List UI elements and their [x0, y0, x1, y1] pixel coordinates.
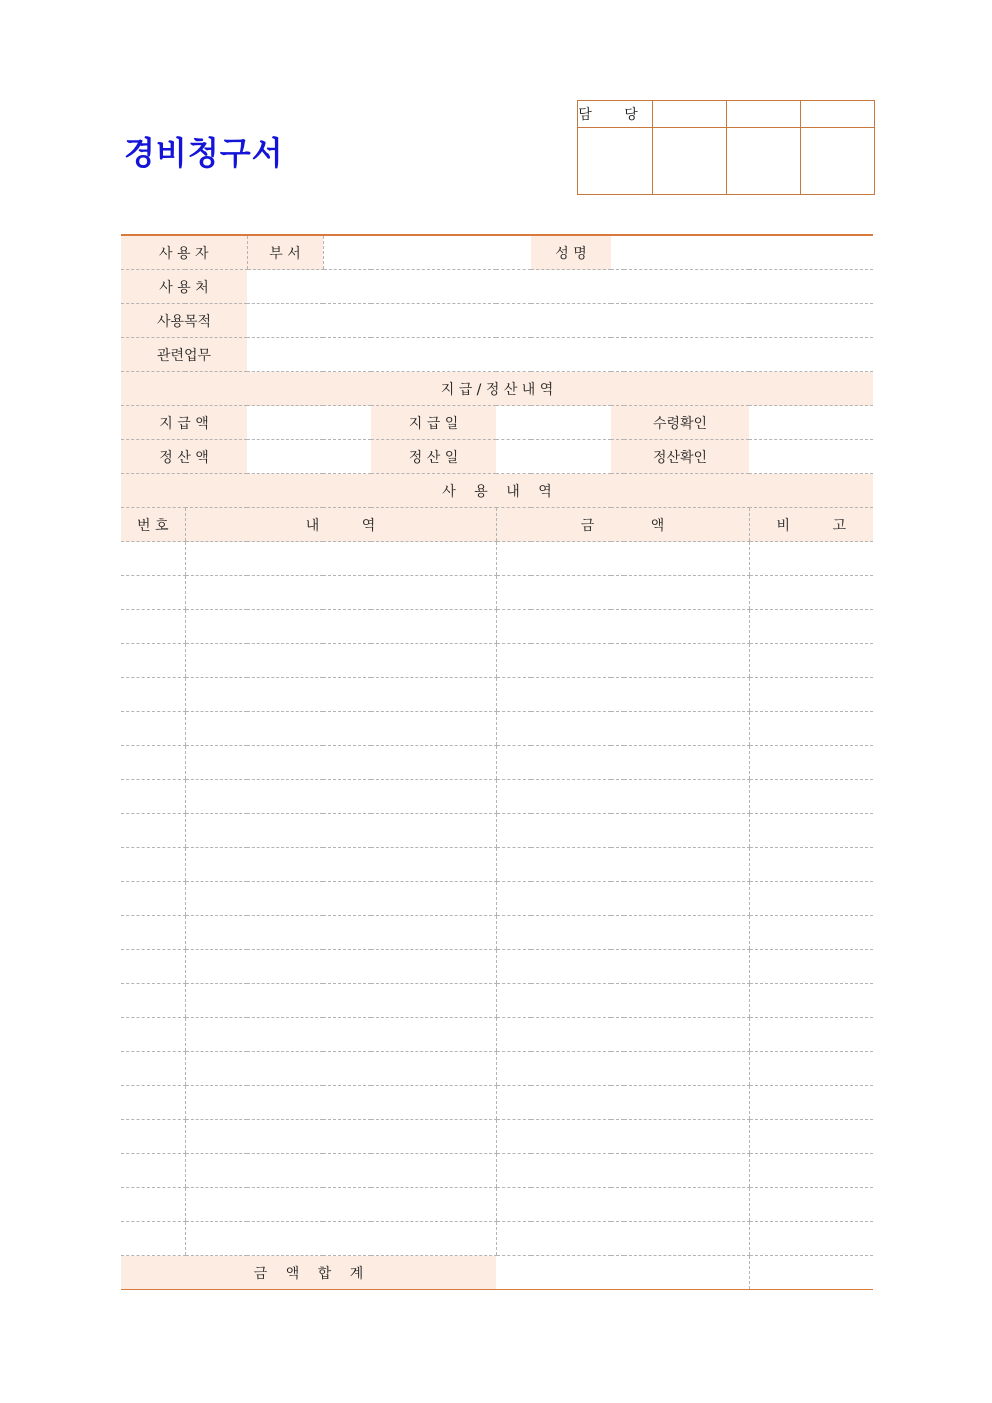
approval-sign-cell[interactable] [727, 128, 801, 195]
total-label: 금 액 합 계 [121, 1256, 496, 1290]
dept-label: 부 서 [247, 235, 323, 270]
usage-amount-cell[interactable] [496, 780, 749, 814]
usage-detail-cell[interactable] [185, 576, 496, 610]
usage-amount-cell[interactable] [496, 644, 749, 678]
usage-section-title: 사 용 내 역 [121, 474, 873, 508]
usage-detail-cell[interactable] [185, 780, 496, 814]
usage-note-cell[interactable] [749, 916, 873, 950]
usage-amount-cell[interactable] [496, 1154, 749, 1188]
usage-no-cell[interactable] [121, 1222, 185, 1256]
receipt-confirm-input[interactable] [749, 406, 873, 440]
name-input[interactable] [611, 235, 873, 270]
usage-note-cell[interactable] [749, 712, 873, 746]
usage-row [121, 1086, 873, 1120]
usage-no-cell[interactable] [121, 1188, 185, 1222]
purpose-input[interactable] [247, 304, 873, 338]
usage-note-cell[interactable] [749, 644, 873, 678]
usage-row [121, 780, 873, 814]
approval-sign-cell[interactable] [578, 128, 653, 195]
usage-note-cell[interactable] [749, 1154, 873, 1188]
usage-row [121, 882, 873, 916]
place-input[interactable] [247, 270, 873, 304]
usage-no-cell[interactable] [121, 712, 185, 746]
usage-note-cell[interactable] [749, 678, 873, 712]
usage-note-cell[interactable] [749, 610, 873, 644]
usage-detail-cell[interactable] [185, 1120, 496, 1154]
usage-detail-cell[interactable] [185, 882, 496, 916]
usage-detail-cell[interactable] [185, 610, 496, 644]
usage-note-cell[interactable] [749, 950, 873, 984]
usage-detail-cell[interactable] [185, 848, 496, 882]
usage-row [121, 848, 873, 882]
usage-no-cell[interactable] [121, 678, 185, 712]
usage-note-cell[interactable] [749, 984, 873, 1018]
usage-note-cell[interactable] [749, 814, 873, 848]
usage-row [121, 814, 873, 848]
usage-amount-cell[interactable] [496, 848, 749, 882]
usage-row [121, 1120, 873, 1154]
usage-no-cell[interactable] [121, 814, 185, 848]
usage-note-cell[interactable] [749, 780, 873, 814]
usage-row [121, 610, 873, 644]
related-work-label: 관련업무 [121, 338, 247, 372]
usage-detail-cell[interactable] [185, 1086, 496, 1120]
pay-amount-label: 지 급 액 [121, 406, 247, 440]
settle-date-input[interactable] [496, 440, 611, 474]
usage-amount-cell[interactable] [496, 1188, 749, 1222]
settle-amount-input[interactable] [247, 440, 371, 474]
usage-amount-cell[interactable] [496, 576, 749, 610]
usage-amount-cell[interactable] [496, 1222, 749, 1256]
usage-no-cell[interactable] [121, 1120, 185, 1154]
settle-date-label: 정 산 일 [371, 440, 496, 474]
usage-no-cell[interactable] [121, 984, 185, 1018]
usage-amount-cell[interactable] [496, 950, 749, 984]
usage-detail-cell[interactable] [185, 1154, 496, 1188]
usage-amount-cell[interactable] [496, 1086, 749, 1120]
usage-amount-cell[interactable] [496, 814, 749, 848]
usage-detail-cell[interactable] [185, 1052, 496, 1086]
usage-note-cell[interactable] [749, 848, 873, 882]
usage-amount-cell[interactable] [496, 678, 749, 712]
usage-amount-cell[interactable] [496, 984, 749, 1018]
usage-row [121, 542, 873, 576]
purpose-label: 사용목적 [121, 304, 247, 338]
approval-cell[interactable] [727, 101, 801, 128]
pay-date-label: 지 급 일 [371, 406, 496, 440]
usage-row [121, 950, 873, 984]
usage-amount-cell[interactable] [496, 1018, 749, 1052]
usage-detail-cell[interactable] [185, 916, 496, 950]
place-label: 사 용 처 [121, 270, 247, 304]
usage-no-cell[interactable] [121, 780, 185, 814]
usage-detail-cell[interactable] [185, 644, 496, 678]
col-header-amount: 금 액 [496, 508, 749, 542]
col-header-note: 비 고 [749, 508, 873, 542]
usage-note-cell[interactable] [749, 1188, 873, 1222]
usage-note-cell[interactable] [749, 1120, 873, 1154]
usage-note-cell[interactable] [749, 882, 873, 916]
approval-sign-cell[interactable] [801, 128, 875, 195]
usage-amount-cell[interactable] [496, 542, 749, 576]
usage-note-cell[interactable] [749, 542, 873, 576]
usage-detail-cell[interactable] [185, 1018, 496, 1052]
usage-detail-cell[interactable] [185, 950, 496, 984]
usage-detail-cell[interactable] [185, 746, 496, 780]
related-work-input[interactable] [247, 338, 873, 372]
usage-note-cell[interactable] [749, 1222, 873, 1256]
approval-box [577, 100, 875, 195]
usage-detail-cell[interactable] [185, 814, 496, 848]
usage-row [121, 984, 873, 1018]
usage-detail-cell[interactable] [185, 1188, 496, 1222]
usage-no-cell[interactable] [121, 848, 185, 882]
usage-row [121, 678, 873, 712]
usage-row [121, 576, 873, 610]
usage-row [121, 644, 873, 678]
usage-no-cell[interactable] [121, 1086, 185, 1120]
total-amount-input[interactable] [496, 1256, 749, 1290]
usage-note-cell[interactable] [749, 746, 873, 780]
settle-amount-label: 정 산 액 [121, 440, 247, 474]
usage-row [121, 1018, 873, 1052]
user-label: 사 용 자 [121, 235, 247, 270]
settle-confirm-label: 정산확인 [611, 440, 749, 474]
total-note-input[interactable] [749, 1256, 873, 1290]
pay-date-input[interactable] [496, 406, 611, 440]
payment-section-title: 지 급 / 정 산 내 역 [121, 372, 873, 406]
col-header-detail: 내 역 [185, 508, 496, 542]
approval-label: 담 당 [578, 101, 653, 128]
usage-detail-cell[interactable] [185, 542, 496, 576]
usage-detail-cell[interactable] [185, 712, 496, 746]
settle-confirm-input[interactable] [749, 440, 873, 474]
usage-no-cell[interactable] [121, 610, 185, 644]
usage-no-cell[interactable] [121, 882, 185, 916]
usage-amount-cell[interactable] [496, 746, 749, 780]
usage-amount-cell[interactable] [496, 916, 749, 950]
usage-note-cell[interactable] [749, 1052, 873, 1086]
usage-no-cell[interactable] [121, 542, 185, 576]
dept-input[interactable] [323, 235, 531, 270]
usage-note-cell[interactable] [749, 576, 873, 610]
usage-detail-cell[interactable] [185, 1222, 496, 1256]
usage-no-cell[interactable] [121, 1018, 185, 1052]
usage-no-cell[interactable] [121, 950, 185, 984]
document-title: 경비청구서 [124, 134, 284, 172]
usage-row [121, 712, 873, 746]
usage-no-cell[interactable] [121, 1154, 185, 1188]
usage-no-cell[interactable] [121, 644, 185, 678]
usage-amount-cell[interactable] [496, 882, 749, 916]
usage-amount-cell[interactable] [496, 1052, 749, 1086]
usage-row [121, 916, 873, 950]
usage-no-cell[interactable] [121, 1052, 185, 1086]
usage-row [121, 1188, 873, 1222]
usage-amount-cell[interactable] [496, 712, 749, 746]
usage-note-cell[interactable] [749, 1086, 873, 1120]
col-header-no: 번 호 [121, 508, 185, 542]
pay-amount-input[interactable] [247, 406, 371, 440]
usage-no-cell[interactable] [121, 576, 185, 610]
usage-row [121, 1222, 873, 1256]
usage-row [121, 746, 873, 780]
usage-detail-cell[interactable] [185, 984, 496, 1018]
usage-amount-cell[interactable] [496, 610, 749, 644]
usage-amount-cell[interactable] [496, 1120, 749, 1154]
name-label: 성 명 [531, 235, 611, 270]
usage-detail-cell[interactable] [185, 678, 496, 712]
expense-form [121, 234, 873, 1290]
approval-cell[interactable] [801, 101, 875, 128]
usage-note-cell[interactable] [749, 1018, 873, 1052]
usage-row [121, 1052, 873, 1086]
usage-row [121, 1154, 873, 1188]
usage-no-cell[interactable] [121, 746, 185, 780]
approval-cell[interactable] [653, 101, 727, 128]
usage-no-cell[interactable] [121, 916, 185, 950]
approval-sign-cell[interactable] [653, 128, 727, 195]
receipt-confirm-label: 수령확인 [611, 406, 749, 440]
